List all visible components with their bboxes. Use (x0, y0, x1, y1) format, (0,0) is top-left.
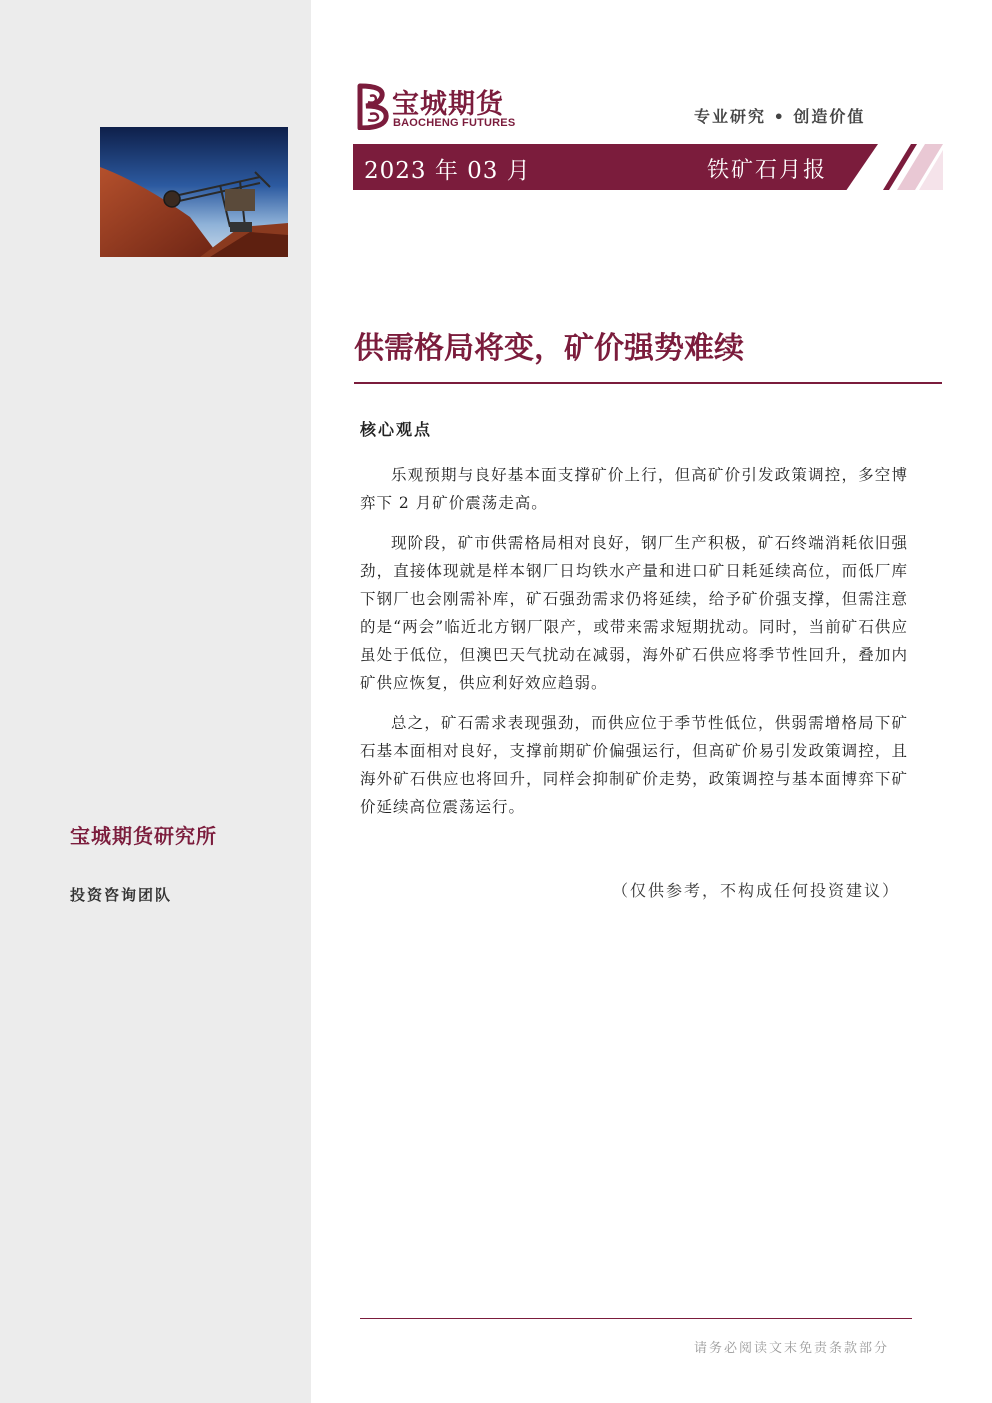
cover-photo-iron-ore-stacker (100, 127, 288, 257)
paragraph: 现阶段，矿市供需格局相对良好，钢厂生产积极，矿石终端消耗依旧强劲，直接体现就是样本钢厂日均铁水产量和进口矿日耗延续高位，而低厂库下钢厂也会刚需补库，矿石强劲需求仍将延续，给予矿价强支撑，但需注意的是“两会”临近北方钢厂限产，或带来需求短期扰动。同时，当前矿石供应虽处于低位，但澳巴天气扰动在减弱，海外矿石供应将季节性回升，叠加内矿供应恢复，供应利好效应趋弱。 (360, 534, 908, 692)
report-title: 供需格局将变，矿价强势难续 (354, 331, 744, 366)
report-banner (353, 144, 943, 190)
logo-mark-icon (356, 82, 392, 130)
sidebar (0, 0, 311, 1403)
core-views-body (360, 461, 908, 833)
investment-disclaimer: （仅供参考，不构成任何投资建议） (612, 881, 901, 900)
report-date: 2023 年 03 月 (364, 158, 531, 184)
footer-note: 请务必阅读文末免责条款部分 (694, 1341, 890, 1356)
report-type: 铁矿石月报 (707, 158, 828, 183)
company-slogan: 专业研究 • 创造价值 (694, 107, 866, 126)
paragraph: 乐观预期与良好基本面支撑矿价上行，但高矿价引发政策调控，多空博弈下 2 月矿价震荡走高。 (360, 466, 908, 512)
advisory-team-label: 投资咨询团队 (70, 886, 173, 904)
company-logo (356, 82, 526, 132)
research-institute-name: 宝城期货研究所 (70, 824, 217, 848)
title-divider (354, 382, 942, 384)
paragraph: 总之，矿石需求表现强劲，而供应位于季节性低位，供弱需增格局下矿石基本面相对良好，支撑前期矿价偏强运行，但高矿价易引发政策调控，且海外矿石供应也将回升，同样会抑制矿价走势，政策调控与基本面博弈下矿价延续高位震荡运行。 (360, 714, 908, 816)
section-heading-core-views: 核心观点 (360, 420, 433, 439)
banner-stripes-decoration (853, 144, 943, 190)
logo-english-name: BAOCHENG FUTURES (393, 117, 516, 129)
footer-divider (360, 1318, 912, 1319)
logo-chinese-name: 宝城期货 (392, 89, 504, 120)
